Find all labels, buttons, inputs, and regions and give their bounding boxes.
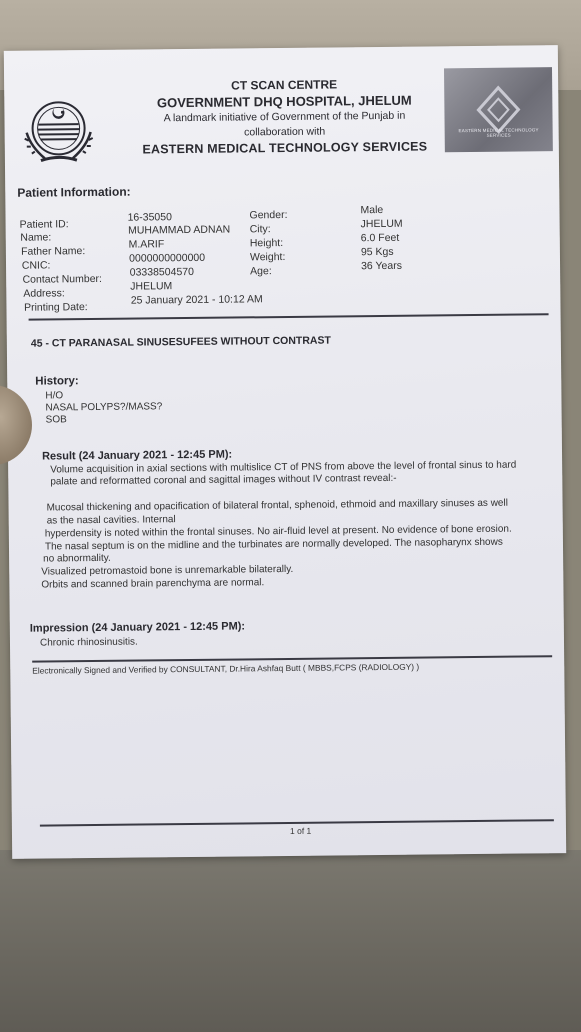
initiative-line-1: A landmark initiative of Government of the Punjab in <box>163 109 406 125</box>
patient-field-label: Printing Date: <box>24 301 88 314</box>
result-line: no abnormality. <box>43 552 111 565</box>
emts-logo-caption: EASTERN MEDICAL TECHNOLOGY SERVICES <box>458 127 539 138</box>
patient-field-value: Male <box>360 203 384 217</box>
patient-field-label: CNIC: <box>21 259 51 272</box>
patient-field-value: 95 Kgs <box>360 245 394 259</box>
result-title: Result (24 January 2021 - 12:45 PM): <box>41 448 233 463</box>
patient-field-label: City: <box>249 223 271 236</box>
patient-info-title: Patient Information: <box>17 184 131 200</box>
patient-field-label: Contact Number: <box>22 272 103 286</box>
patient-field-label: Address: <box>23 287 65 300</box>
patient-field-label: Name: <box>20 231 52 244</box>
patient-field-label: Father Name: <box>21 245 86 258</box>
background-floor <box>0 850 581 1032</box>
history-line: SOB <box>45 414 67 426</box>
result-line: Visualized petromastoid bone is unremarkable bilaterally. <box>41 563 294 578</box>
history-line: NASAL POLYPS?/MASS? <box>45 401 163 414</box>
patient-field-value: 6.0 Feet <box>360 231 400 245</box>
centre-name: CT SCAN CENTRE <box>231 77 338 93</box>
result-line: palate and reformatted coronal and sagittal images without IV contrast reveal:- <box>50 472 397 488</box>
patient-field-value: 16-35050 <box>127 211 172 224</box>
patient-field-value: 25 January 2021 - 10:12 AM <box>130 293 263 307</box>
patient-field-label: Gender: <box>249 208 288 222</box>
patient-field-label: Height: <box>249 237 284 250</box>
initiative-line-2: collaboration with <box>244 125 326 139</box>
patient-field-value: MUHAMMAD ADNAN <box>128 223 231 237</box>
result-line: Mucosal thickening and opacification of bilateral frontal, sphenoid, ethmoid and maxillary sinuses as well <box>46 497 508 514</box>
divider <box>29 313 549 320</box>
report-header <box>134 76 435 156</box>
result-line: as the nasal cavities. Internal <box>46 514 176 527</box>
signature-line: Electronically Signed and Verified by CONSULTANT, Dr.Hira Ashfaq Butt ( MBBS,FCPS (RADIOLOGY) ) <box>32 661 420 676</box>
emts-logo <box>444 67 553 152</box>
history-title: History: <box>35 375 79 388</box>
page-number: 1 of 1 <box>289 825 312 836</box>
patient-field-value: JHELUM <box>130 280 173 293</box>
patient-field-value: 0000000000000 <box>129 251 206 265</box>
patient-field-label: Age: <box>250 265 272 278</box>
exam-title: 45 - CT PARANASAL SINUSESUFEES WITHOUT CONTRAST <box>30 334 331 350</box>
hospital-name: GOVERNMENT DHQ HOSPITAL, JHELUM <box>156 92 412 111</box>
history-line: H/O <box>45 390 64 402</box>
result-line: The nasal septum is on the midline and the turbinates are normally developed. The nasopharynx shows <box>44 536 503 553</box>
patient-field-value: 03338504570 <box>129 265 195 279</box>
result-line: Volume acquisition in axial sections with multislice CT of PNS from above the level of frontal sinus to hard <box>50 459 517 476</box>
patient-field-value: JHELUM <box>360 217 403 231</box>
patient-field-value: M.ARIF <box>128 238 165 251</box>
punjab-seal-logo <box>16 90 101 175</box>
patient-field-label: Patient ID: <box>19 218 69 231</box>
impression-title: Impression (24 January 2021 - 12:45 PM): <box>29 620 246 635</box>
emts-mark-icon <box>444 67 553 152</box>
result-line: Orbits and scanned brain parenchyma are normal. <box>41 577 265 591</box>
result-line: hyperdensity is noted within the frontal sinuses. No air-fluid level at present. No evidence of bone erosion. <box>44 523 512 540</box>
patient-field-label: Weight: <box>249 250 286 264</box>
company-name: EASTERN MEDICAL TECHNOLOGY SERVICES <box>142 139 428 157</box>
report-sheet <box>4 45 566 859</box>
impression-text: Chronic rhinosinusitis. <box>39 636 138 649</box>
patient-field-value: 36 Years <box>360 259 402 273</box>
